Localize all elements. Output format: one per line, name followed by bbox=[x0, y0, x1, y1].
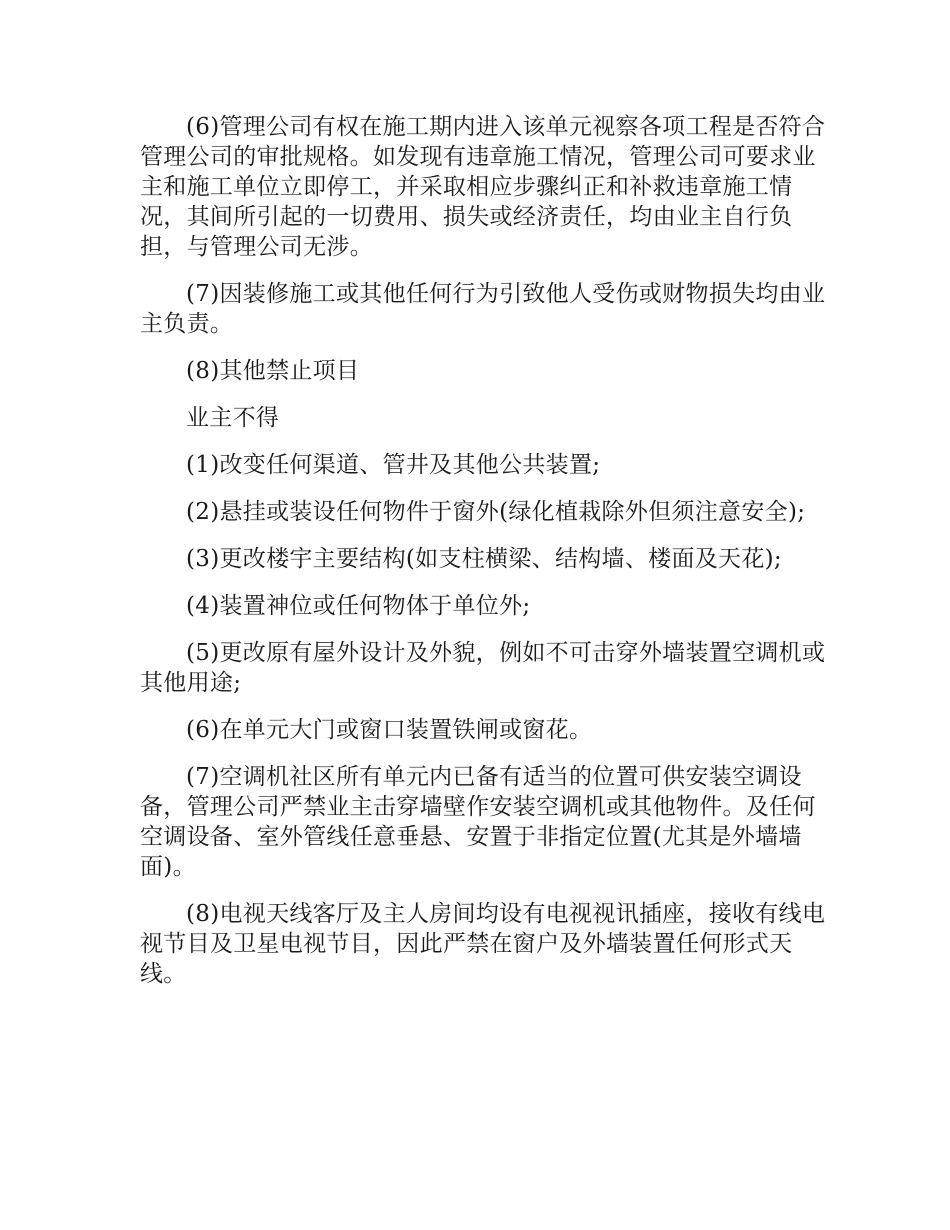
paragraph-prohibition-8-tv-antenna: (8)电视天线客厅及主人房间均设有电视视讯插座，接收有线电视节目及卫星电视节目，因此严禁在窗户及外墙装置任何形式天线。 bbox=[140, 901, 826, 987]
paragraph-prohibition-6: (6)在单元大门或窗口装置铁闸或窗花。 bbox=[186, 717, 593, 743]
paragraph-item-8-prohibited-heading: (8)其他禁止项目 bbox=[186, 358, 360, 384]
paragraph-item-7-liability: (7)因装修施工或其他任何行为引致他人受伤或财物损失均由业主负责。 bbox=[140, 281, 826, 337]
paragraph-item-6-inspection: (6)管理公司有权在施工期内进入该单元视察各项工程是否符合管理公司的审批规格。如发现有违章施工情况，管理公司可要求业主和施工单位立即停工，并采取相应步骤纠正和补救违章施工情况，其间所引起的一切费用、损失或经济责任，均由业主自行负担，与管理公司无涉。 bbox=[140, 114, 826, 260]
paragraph-prohibition-1: (1)改变任何渠道、管井及其他公共装置; bbox=[186, 452, 601, 478]
paragraph-prohibition-7-air-conditioner: (7)空调机社区所有单元内已备有适当的位置可供安装空调设备，管理公司严禁业主击穿墙壁作安装空调机或其他物件。及任何空调设备、室外管线任意垂悬、安置于非指定位置(尤其是外墙墙面)。 bbox=[140, 764, 816, 880]
paragraph-prohibition-2: (2)悬挂或装设任何物件于窗外(绿化植栽除外但须注意安全); bbox=[186, 499, 806, 525]
paragraph-prohibition-4: (4)装置神位或任何物体于单位外; bbox=[186, 593, 531, 619]
paragraph-prohibition-3: (3)更改楼宇主要结构(如支柱横梁、结构墙、楼面及天花); bbox=[186, 546, 782, 572]
paragraph-prohibition-5: (5)更改原有屋外设计及外貌，例如不可击穿外墙装置空调机或其他用途; bbox=[140, 640, 826, 696]
document-body bbox=[140, 112, 830, 1006]
paragraph-owner-shall-not: 业主不得 bbox=[186, 405, 280, 431]
